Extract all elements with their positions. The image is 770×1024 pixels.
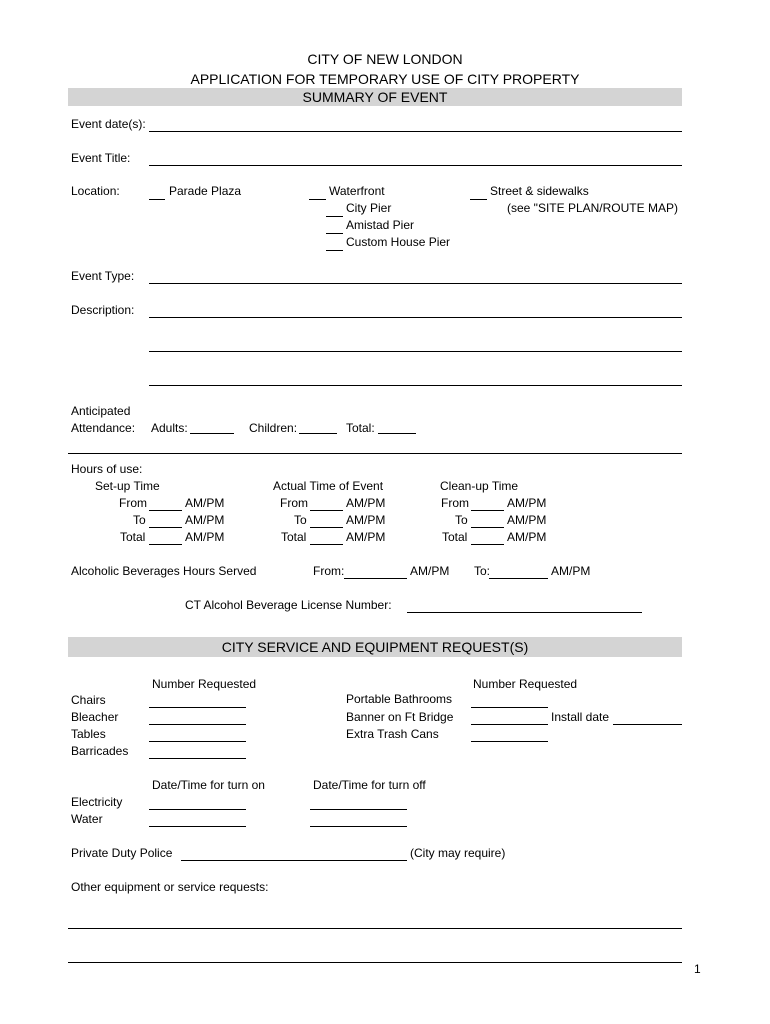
setup-total-field[interactable] <box>149 544 182 545</box>
cleanup-total-field[interactable] <box>471 544 504 545</box>
electricity-on-field[interactable] <box>149 809 246 810</box>
site-plan-note: (see "SITE PLAN/ROUTE MAP) <box>507 201 678 215</box>
event-type-label: Event Type: <box>71 269 135 283</box>
application-title: APPLICATION FOR TEMPORARY USE OF CITY PROPERTY <box>190 71 580 87</box>
setup-to-ampm: AM/PM <box>185 513 225 527</box>
alcohol-from-field[interactable] <box>344 578 407 579</box>
cleanup-time-header: Clean-up Time <box>440 479 519 493</box>
private-duty-police-field[interactable] <box>181 860 407 861</box>
portable-bathrooms-label: Portable Bathrooms <box>346 692 453 706</box>
number-requested-header-right: Number Requested <box>473 677 578 691</box>
portable-bathrooms-field[interactable] <box>471 707 548 708</box>
alcohol-hours-label: Alcoholic Beverages Hours Served <box>71 564 257 578</box>
event-dates-field[interactable] <box>149 131 682 132</box>
page-number: 1 <box>694 962 701 976</box>
alcohol-to-label: To: <box>474 564 491 578</box>
setup-time-header: Set-up Time <box>95 479 160 493</box>
street-sidewalks-checkbox[interactable] <box>470 199 487 200</box>
alcohol-to-field[interactable] <box>489 578 548 579</box>
event-title-field[interactable] <box>149 165 682 166</box>
license-number-label: CT Alcohol Beverage License Number: <box>185 598 392 612</box>
trash-cans-label: Extra Trash Cans <box>346 727 439 741</box>
setup-from-ampm: AM/PM <box>185 496 225 510</box>
custom-house-pier-label: Custom House Pier <box>346 235 451 249</box>
city-may-require-note: (City may require) <box>410 846 506 860</box>
turn-off-header: Date/Time for turn off <box>313 778 426 792</box>
hours-of-use-label: Hours of use: <box>71 462 143 476</box>
actual-total-field[interactable] <box>310 544 343 545</box>
number-requested-header-left: Number Requested <box>152 677 257 691</box>
cleanup-to-ampm: AM/PM <box>507 513 547 527</box>
actual-to-label: To <box>294 513 307 527</box>
setup-to-field[interactable] <box>149 527 182 528</box>
bleacher-field[interactable] <box>149 724 246 725</box>
water-off-field[interactable] <box>310 826 407 827</box>
actual-total-label: Total <box>281 530 307 544</box>
cleanup-total-ampm: AM/PM <box>507 530 547 544</box>
event-title-label: Event Title: <box>71 151 131 165</box>
city-pier-checkbox[interactable] <box>326 216 343 217</box>
tables-label: Tables <box>71 727 106 741</box>
waterfront-checkbox[interactable] <box>309 199 326 200</box>
cleanup-from-ampm: AM/PM <box>507 496 547 510</box>
city-services-band: CITY SERVICE AND EQUIPMENT REQUEST(S) <box>68 637 682 657</box>
other-requests-line-2[interactable] <box>68 962 682 963</box>
cleanup-from-label: From <box>441 496 469 510</box>
anticipated-label: Anticipated <box>71 404 131 418</box>
street-sidewalks-label: Street & sidewalks <box>490 184 589 198</box>
install-date-field[interactable] <box>613 724 682 725</box>
description-label: Description: <box>71 303 135 317</box>
private-duty-police-label: Private Duty Police <box>71 846 173 860</box>
waterfront-label: Waterfront <box>329 184 385 198</box>
setup-total-ampm: AM/PM <box>185 530 225 544</box>
actual-to-field[interactable] <box>310 527 343 528</box>
barricades-label: Barricades <box>71 744 129 758</box>
license-number-field[interactable] <box>407 612 642 613</box>
other-requests-line-1[interactable] <box>68 928 682 929</box>
event-dates-label: Event date(s): <box>71 117 146 131</box>
banner-label: Banner on Ft Bridge <box>346 710 454 724</box>
city-title: CITY OF NEW LONDON <box>307 51 463 67</box>
banner-field[interactable] <box>471 724 548 725</box>
tables-field[interactable] <box>149 741 246 742</box>
summary-band: SUMMARY OF EVENT <box>68 88 682 106</box>
adults-label: Adults: <box>151 421 188 435</box>
setup-from-field[interactable] <box>149 510 182 511</box>
alcohol-to-ampm: AM/PM <box>551 564 591 578</box>
parade-plaza-checkbox[interactable] <box>149 199 165 200</box>
description-line-1[interactable] <box>149 317 682 318</box>
actual-from-label: From <box>280 496 308 510</box>
section-divider <box>68 453 682 454</box>
turn-on-header: Date/Time for turn on <box>152 778 265 792</box>
city-pier-label: City Pier <box>346 201 392 215</box>
total-attendance-label: Total: <box>346 421 375 435</box>
description-line-2[interactable] <box>149 351 682 352</box>
cleanup-total-label: Total <box>442 530 468 544</box>
chairs-field[interactable] <box>149 707 246 708</box>
adults-field[interactable] <box>190 433 234 434</box>
attendance-label: Attendance: <box>71 421 136 435</box>
custom-house-pier-checkbox[interactable] <box>326 250 343 251</box>
actual-to-ampm: AM/PM <box>346 513 386 527</box>
event-type-field[interactable] <box>149 283 682 284</box>
cleanup-to-label: To <box>455 513 468 527</box>
actual-from-ampm: AM/PM <box>346 496 386 510</box>
bleacher-label: Bleacher <box>71 710 119 724</box>
setup-from-label: From <box>119 496 147 510</box>
cleanup-from-field[interactable] <box>471 510 504 511</box>
alcohol-from-ampm: AM/PM <box>410 564 450 578</box>
other-requests-label: Other equipment or service requests: <box>71 880 269 894</box>
description-line-3[interactable] <box>149 385 682 386</box>
actual-from-field[interactable] <box>310 510 343 511</box>
electricity-label: Electricity <box>71 795 123 809</box>
actual-total-ampm: AM/PM <box>346 530 386 544</box>
cleanup-to-field[interactable] <box>471 527 504 528</box>
actual-time-header: Actual Time of Event <box>273 479 384 493</box>
alcohol-from-label: From: <box>313 564 345 578</box>
install-date-label: Install date <box>551 710 610 724</box>
barricades-field[interactable] <box>149 758 246 759</box>
parade-plaza-label: Parade Plaza <box>169 184 242 198</box>
water-label: Water <box>71 812 103 826</box>
amistad-pier-checkbox[interactable] <box>326 233 343 234</box>
location-label: Location: <box>71 184 120 198</box>
chairs-label: Chairs <box>71 693 106 707</box>
setup-total-label: Total <box>120 530 146 544</box>
setup-to-label: To <box>133 513 146 527</box>
trash-cans-field[interactable] <box>471 741 548 742</box>
amistad-pier-label: Amistad Pier <box>346 218 415 232</box>
children-field[interactable] <box>299 433 337 434</box>
electricity-off-field[interactable] <box>310 809 407 810</box>
total-attendance-field[interactable] <box>378 433 416 434</box>
water-on-field[interactable] <box>149 826 246 827</box>
children-label: Children: <box>249 421 298 435</box>
